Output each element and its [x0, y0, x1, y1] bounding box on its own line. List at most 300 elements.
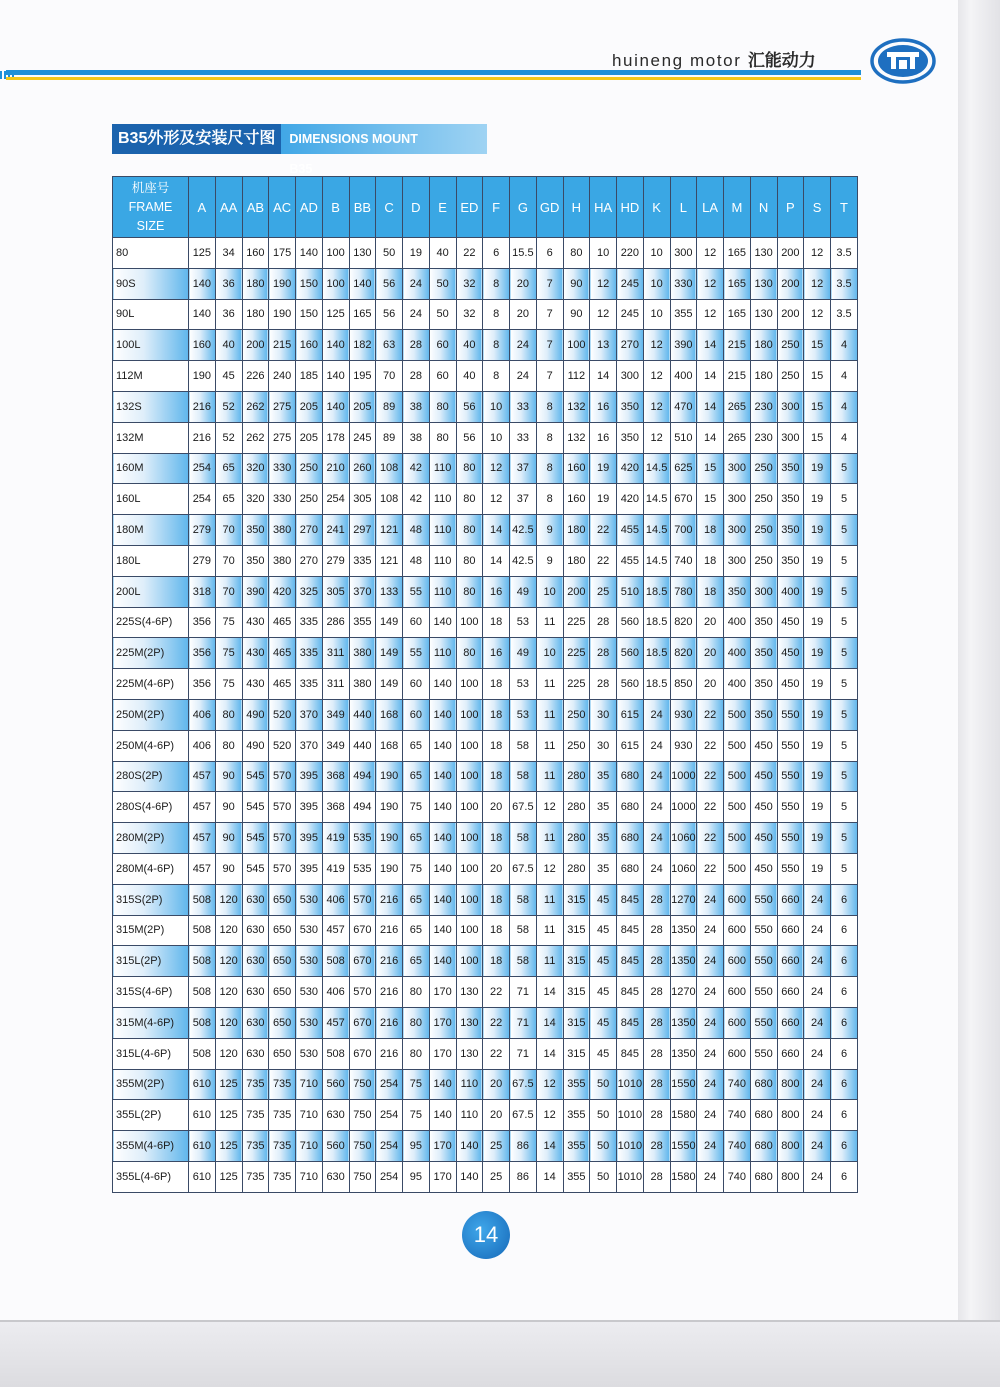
dimension-cell: 28 [643, 1069, 670, 1100]
dimension-cell: 465 [269, 669, 296, 700]
dimension-cell: 90 [215, 761, 242, 792]
dimension-cell: 845 [617, 915, 644, 946]
dimension-cell: 380 [269, 515, 296, 546]
dimension-cell: 660 [777, 915, 804, 946]
frame-header-line: 机座号 [131, 180, 170, 195]
dimension-cell: 150 [296, 268, 323, 299]
column-header: E [429, 177, 456, 238]
dimension-cell: 5 [831, 853, 858, 884]
dimension-cell: 350 [777, 484, 804, 515]
column-header: T [831, 177, 858, 238]
frame-size-cell: 132M [113, 422, 189, 453]
dimension-cell: 65 [215, 453, 242, 484]
dimension-cell: 395 [296, 792, 323, 823]
frame-size-cell: 315S(2P) [113, 884, 189, 915]
dimension-cell: 305 [322, 576, 349, 607]
dimension-cell: 20 [483, 1069, 510, 1100]
brand-name-cn: 汇能动力 [747, 51, 816, 70]
column-header: HA [590, 177, 617, 238]
dimension-cell: 18 [697, 515, 724, 546]
dimension-cell: 800 [777, 1161, 804, 1192]
dimension-cell: 14 [483, 545, 510, 576]
dimension-cell: 315 [563, 884, 590, 915]
dimension-cell: 80 [456, 576, 483, 607]
frame-size-header [113, 177, 189, 238]
dimension-cell: 520 [269, 699, 296, 730]
dimension-cell: 320 [242, 484, 269, 515]
dimension-cell: 9 [536, 515, 563, 546]
dimension-cell: 20 [483, 1100, 510, 1131]
dimension-cell: 165 [724, 238, 751, 269]
dimension-cell: 570 [269, 761, 296, 792]
dimension-cell: 10 [643, 238, 670, 269]
dimension-cell: 170 [429, 1007, 456, 1038]
dimension-cell: 450 [750, 823, 777, 854]
dimension-cell: 315 [563, 1007, 590, 1038]
dimension-cell: 545 [242, 823, 269, 854]
dimension-cell: 355 [670, 299, 697, 330]
dimension-cell: 53 [510, 699, 537, 730]
dimension-cell: 270 [296, 545, 323, 576]
dimension-cell: 50 [590, 1161, 617, 1192]
dimension-cell: 50 [590, 1100, 617, 1131]
dimension-cell: 735 [269, 1161, 296, 1192]
table-header-row [113, 177, 858, 238]
dimension-cell: 250 [296, 484, 323, 515]
dimension-cell: 550 [750, 884, 777, 915]
dimension-cell: 125 [189, 238, 216, 269]
dimension-cell: 95 [403, 1131, 430, 1162]
dimension-cell: 14 [697, 330, 724, 361]
column-header: C [376, 177, 403, 238]
dimension-cell: 750 [349, 1161, 376, 1192]
dimension-cell: 254 [376, 1069, 403, 1100]
table-row [113, 607, 858, 638]
frame-size-cell: 315M(4-6P) [113, 1007, 189, 1038]
dimension-cell: 355 [349, 607, 376, 638]
dimension-cell: 18.5 [643, 607, 670, 638]
column-header: HD [617, 177, 644, 238]
column-header: P [777, 177, 804, 238]
dimension-cell: 6 [831, 915, 858, 946]
frame-size-cell: 315L(2P) [113, 946, 189, 977]
dimension-cell: 735 [242, 1069, 269, 1100]
dimension-cell: 28 [643, 1038, 670, 1069]
dimension-cell: 19 [804, 453, 831, 484]
dimension-cell: 490 [242, 730, 269, 761]
column-header: AD [296, 177, 323, 238]
dimension-cell: 18 [697, 576, 724, 607]
dimension-cell: 120 [215, 1038, 242, 1069]
dimension-cell: 550 [777, 853, 804, 884]
dimension-cell: 600 [724, 977, 751, 1008]
dimension-cell: 670 [349, 1038, 376, 1069]
dimension-cell: 140 [296, 238, 323, 269]
dimension-cell: 1010 [617, 1069, 644, 1100]
dimension-cell: 800 [777, 1100, 804, 1131]
dimension-cell: 530 [296, 977, 323, 1008]
dimension-cell: 780 [670, 576, 697, 607]
dimension-cell: 140 [322, 330, 349, 361]
dimension-cell: 16 [590, 391, 617, 422]
dimension-cell: 86 [510, 1131, 537, 1162]
dimension-cell: 80 [456, 545, 483, 576]
dimension-cell: 140 [429, 823, 456, 854]
dimension-cell: 650 [269, 884, 296, 915]
dimension-cell: 610 [189, 1161, 216, 1192]
dimension-cell: 10 [483, 422, 510, 453]
dimension-cell: 740 [724, 1069, 751, 1100]
frame-size-cell: 225M(2P) [113, 638, 189, 669]
dimension-cell: 24 [804, 1100, 831, 1131]
dimension-cell: 395 [296, 853, 323, 884]
dimension-cell: 450 [750, 792, 777, 823]
dimension-cell: 335 [296, 607, 323, 638]
dimension-cell: 3.5 [831, 268, 858, 299]
dimension-cell: 508 [189, 1038, 216, 1069]
dimension-cell: 132 [563, 391, 590, 422]
dimension-cell: 25 [483, 1131, 510, 1162]
dimension-cell: 52 [215, 391, 242, 422]
dimension-cell: 300 [670, 238, 697, 269]
dimension-cell: 20 [697, 607, 724, 638]
dimension-cell: 24 [697, 1038, 724, 1069]
dimension-cell: 140 [429, 1069, 456, 1100]
dimension-cell: 100 [456, 853, 483, 884]
table-row [113, 853, 858, 884]
dimension-cell: 262 [242, 391, 269, 422]
dimension-cell: 216 [376, 884, 403, 915]
dimension-cell: 19 [804, 761, 831, 792]
dimension-cell: 24 [643, 823, 670, 854]
dimension-cell: 130 [456, 1007, 483, 1038]
dimension-cell: 67.5 [510, 1100, 537, 1131]
dimension-cell: 670 [349, 915, 376, 946]
dimension-cell: 368 [322, 792, 349, 823]
dimension-cell: 500 [724, 853, 751, 884]
dimension-cell: 735 [269, 1100, 296, 1131]
dimension-cell: 216 [376, 977, 403, 1008]
dimension-cell: 508 [189, 977, 216, 1008]
dimension-cell: 121 [376, 515, 403, 546]
dimension-cell: 75 [215, 638, 242, 669]
dimension-cell: 630 [322, 1100, 349, 1131]
dimension-cell: 250 [777, 361, 804, 392]
dimension-cell: 500 [724, 761, 751, 792]
dimension-cell: 355 [563, 1161, 590, 1192]
dimension-cell: 700 [670, 515, 697, 546]
dimension-cell: 18 [483, 915, 510, 946]
dimension-cell: 380 [349, 669, 376, 700]
dimension-cell: 450 [777, 638, 804, 669]
dimension-cell: 600 [724, 1038, 751, 1069]
dimension-cell: 845 [617, 977, 644, 1008]
dimension-cell: 100 [456, 946, 483, 977]
table-row [113, 576, 858, 607]
dimension-cell: 60 [403, 669, 430, 700]
dimension-cell: 22 [590, 545, 617, 576]
frame-size-cell: 200L [113, 576, 189, 607]
dimension-cell: 845 [617, 884, 644, 915]
table-row [113, 699, 858, 730]
dimension-cell: 175 [269, 238, 296, 269]
dimension-cell: 71 [510, 1007, 537, 1038]
table-row [113, 638, 858, 669]
dimension-cell: 60 [403, 607, 430, 638]
dimension-cell: 11 [536, 669, 563, 700]
dimension-cell: 14.5 [643, 453, 670, 484]
dimension-cell: 12 [643, 361, 670, 392]
dimension-cell: 120 [215, 977, 242, 1008]
dimension-cell: 22 [456, 238, 483, 269]
dimension-cell: 650 [269, 915, 296, 946]
dimension-cell: 260 [349, 453, 376, 484]
dimension-cell: 254 [376, 1100, 403, 1131]
dimension-cell: 110 [429, 638, 456, 669]
dimension-cell: 18 [483, 730, 510, 761]
frame-size-cell: 112M [113, 361, 189, 392]
dimension-cell: 241 [322, 515, 349, 546]
column-header: M [724, 177, 751, 238]
dimension-cell: 18.5 [643, 576, 670, 607]
dimension-cell: 130 [750, 299, 777, 330]
dimension-cell: 550 [777, 699, 804, 730]
dimension-cell: 508 [189, 915, 216, 946]
dimension-cell: 395 [296, 761, 323, 792]
dimension-cell: 140 [189, 299, 216, 330]
dimension-cell: 250 [750, 515, 777, 546]
dimension-cell: 15 [804, 330, 831, 361]
dimension-cell: 457 [322, 915, 349, 946]
dimension-cell: 12 [590, 268, 617, 299]
table-row [113, 1100, 858, 1131]
dimension-cell: 24 [697, 1100, 724, 1131]
dimension-cell: 14 [536, 977, 563, 1008]
dimension-cell: 12 [804, 299, 831, 330]
table-row [113, 299, 858, 330]
dimension-cell: 610 [189, 1131, 216, 1162]
dimension-cell: 22 [590, 515, 617, 546]
dimension-cell: 216 [376, 946, 403, 977]
dimension-cell: 14 [536, 1007, 563, 1038]
dimension-cell: 225 [563, 607, 590, 638]
dimension-cell: 250 [296, 453, 323, 484]
dimension-cell: 80 [563, 238, 590, 269]
dimension-cell: 1060 [670, 853, 697, 884]
dimension-cell: 56 [456, 391, 483, 422]
dimension-cell: 395 [296, 823, 323, 854]
dimension-cell: 630 [242, 884, 269, 915]
dimension-cell: 570 [269, 853, 296, 884]
dimension-cell: 5 [831, 792, 858, 823]
dimension-cell: 335 [296, 669, 323, 700]
dimension-cell: 25 [590, 576, 617, 607]
section-title-cn: B35外形及安装尺寸图 [112, 124, 281, 154]
dimension-cell: 200 [242, 330, 269, 361]
dimension-cell: 24 [804, 1131, 831, 1162]
dimension-cell: 226 [242, 361, 269, 392]
dimension-cell: 22 [697, 853, 724, 884]
dimension-cell: 350 [724, 576, 751, 607]
dimension-cell: 200 [777, 268, 804, 299]
dimension-cell: 315 [563, 1038, 590, 1069]
dimension-cell: 100 [456, 915, 483, 946]
dimension-cell: 19 [804, 730, 831, 761]
dimension-cell: 12 [536, 1069, 563, 1100]
dimension-cell: 265 [724, 422, 751, 453]
dimension-cell: 430 [242, 607, 269, 638]
dimension-cell: 670 [349, 1007, 376, 1038]
dimension-cell: 22 [697, 730, 724, 761]
frame-size-cell: 280M(2P) [113, 823, 189, 854]
dimension-cell: 22 [697, 761, 724, 792]
dimension-cell: 279 [189, 515, 216, 546]
dimension-cell: 190 [376, 823, 403, 854]
dimension-cell: 37 [510, 453, 537, 484]
dimension-cell: 216 [189, 391, 216, 422]
dimension-cell: 300 [724, 484, 751, 515]
dimension-cell: 36 [215, 299, 242, 330]
dimension-cell: 75 [403, 792, 430, 823]
dimension-cell: 355 [563, 1100, 590, 1131]
dimension-cell: 400 [724, 669, 751, 700]
dimension-cell: 349 [322, 699, 349, 730]
dimension-cell: 18 [697, 545, 724, 576]
dimension-cell: 42.5 [510, 545, 537, 576]
dimension-cell: 280 [563, 761, 590, 792]
dimension-cell: 195 [349, 361, 376, 392]
dimension-cell: 455 [617, 545, 644, 576]
dimension-cell: 10 [643, 268, 670, 299]
dimension-cell: 80 [456, 515, 483, 546]
frame-size-cell: 355L(2P) [113, 1100, 189, 1131]
dimension-cell: 7 [536, 330, 563, 361]
dimension-cell: 19 [804, 484, 831, 515]
dimension-cell: 550 [750, 977, 777, 1008]
dimension-cell: 58 [510, 730, 537, 761]
header-rule-blue [6, 70, 861, 75]
dimension-cell: 190 [269, 268, 296, 299]
dimension-cell: 190 [269, 299, 296, 330]
dimension-cell: 550 [750, 946, 777, 977]
dimension-cell: 24 [804, 1007, 831, 1038]
dimension-cell: 5 [831, 761, 858, 792]
dimension-cell: 1060 [670, 823, 697, 854]
dimension-cell: 60 [403, 699, 430, 730]
dimension-cell: 355 [563, 1131, 590, 1162]
dimension-cell: 12 [643, 391, 670, 422]
dimension-cell: 130 [456, 1038, 483, 1069]
frame-size-cell: 315M(2P) [113, 915, 189, 946]
header-rule-yellow [6, 77, 861, 80]
dimension-cell: 28 [643, 884, 670, 915]
dimension-cell: 14 [536, 1131, 563, 1162]
dimension-cell: 650 [269, 1038, 296, 1069]
dimension-cell: 735 [269, 1069, 296, 1100]
dimension-cell: 22 [697, 699, 724, 730]
dimension-cell: 58 [510, 761, 537, 792]
dimension-cell: 86 [510, 1161, 537, 1192]
dimension-cell: 18.5 [643, 669, 670, 700]
dimension-cell: 110 [429, 576, 456, 607]
dimension-cell: 318 [189, 576, 216, 607]
dimension-cell: 100 [456, 792, 483, 823]
dimension-cell: 270 [617, 330, 644, 361]
dimension-cell: 510 [617, 576, 644, 607]
dimension-cell: 65 [403, 884, 430, 915]
dimension-cell: 168 [376, 699, 403, 730]
dimension-cell: 19 [804, 699, 831, 730]
dimension-cell: 380 [349, 638, 376, 669]
dimension-cell: 108 [376, 453, 403, 484]
dimension-cell: 49 [510, 576, 537, 607]
dimension-cell: 65 [403, 823, 430, 854]
dimension-cell: 165 [349, 299, 376, 330]
dimension-cell: 24 [804, 977, 831, 1008]
dimension-cell: 75 [403, 853, 430, 884]
dimension-cell: 457 [189, 823, 216, 854]
dimension-cell: 100 [322, 268, 349, 299]
dimension-cell: 710 [296, 1131, 323, 1162]
dimension-cell: 205 [349, 391, 376, 422]
dimension-cell: 8 [536, 422, 563, 453]
frame-size-cell: 250M(4-6P) [113, 730, 189, 761]
dimension-cell: 170 [429, 1038, 456, 1069]
dimension-cell: 300 [777, 422, 804, 453]
dimension-cell: 8 [483, 330, 510, 361]
frame-size-cell: 355M(4-6P) [113, 1131, 189, 1162]
dimension-cell: 24 [697, 1131, 724, 1162]
dimension-cell: 615 [617, 699, 644, 730]
dimension-cell: 50 [429, 299, 456, 330]
dimension-cell: 40 [456, 330, 483, 361]
dimension-cell: 140 [429, 792, 456, 823]
dimension-cell: 24 [697, 915, 724, 946]
table-body [113, 238, 858, 1193]
dimension-cell: 22 [697, 823, 724, 854]
dimension-cell: 6 [831, 1038, 858, 1069]
dimension-cell: 14 [536, 1038, 563, 1069]
dimension-cell: 18 [483, 607, 510, 638]
dimension-cell: 406 [189, 730, 216, 761]
dimension-cell: 200 [777, 299, 804, 330]
dimension-cell: 315 [563, 977, 590, 1008]
dimension-cell: 262 [242, 422, 269, 453]
dimension-cell: 75 [215, 669, 242, 700]
dimension-cell: 80 [215, 699, 242, 730]
dimension-cell: 178 [322, 422, 349, 453]
dimension-cell: 5 [831, 484, 858, 515]
dimension-cell: 12 [483, 484, 510, 515]
table-row [113, 330, 858, 361]
dimension-cell: 710 [296, 1069, 323, 1100]
dimension-cell: 49 [510, 638, 537, 669]
brand-name-en: huineng motor [612, 51, 742, 70]
dimension-cell: 250 [750, 545, 777, 576]
dimension-cell: 33 [510, 391, 537, 422]
dimension-cell: 650 [269, 977, 296, 1008]
dimension-cell: 7 [536, 361, 563, 392]
dimension-cell: 420 [269, 576, 296, 607]
dimension-cell: 180 [242, 299, 269, 330]
table-row [113, 915, 858, 946]
dimension-cell: 36 [215, 268, 242, 299]
table-row [113, 792, 858, 823]
dimension-cell: 5 [831, 730, 858, 761]
dimension-cell: 600 [724, 1007, 751, 1038]
dimension-cell: 820 [670, 638, 697, 669]
table-row [113, 422, 858, 453]
